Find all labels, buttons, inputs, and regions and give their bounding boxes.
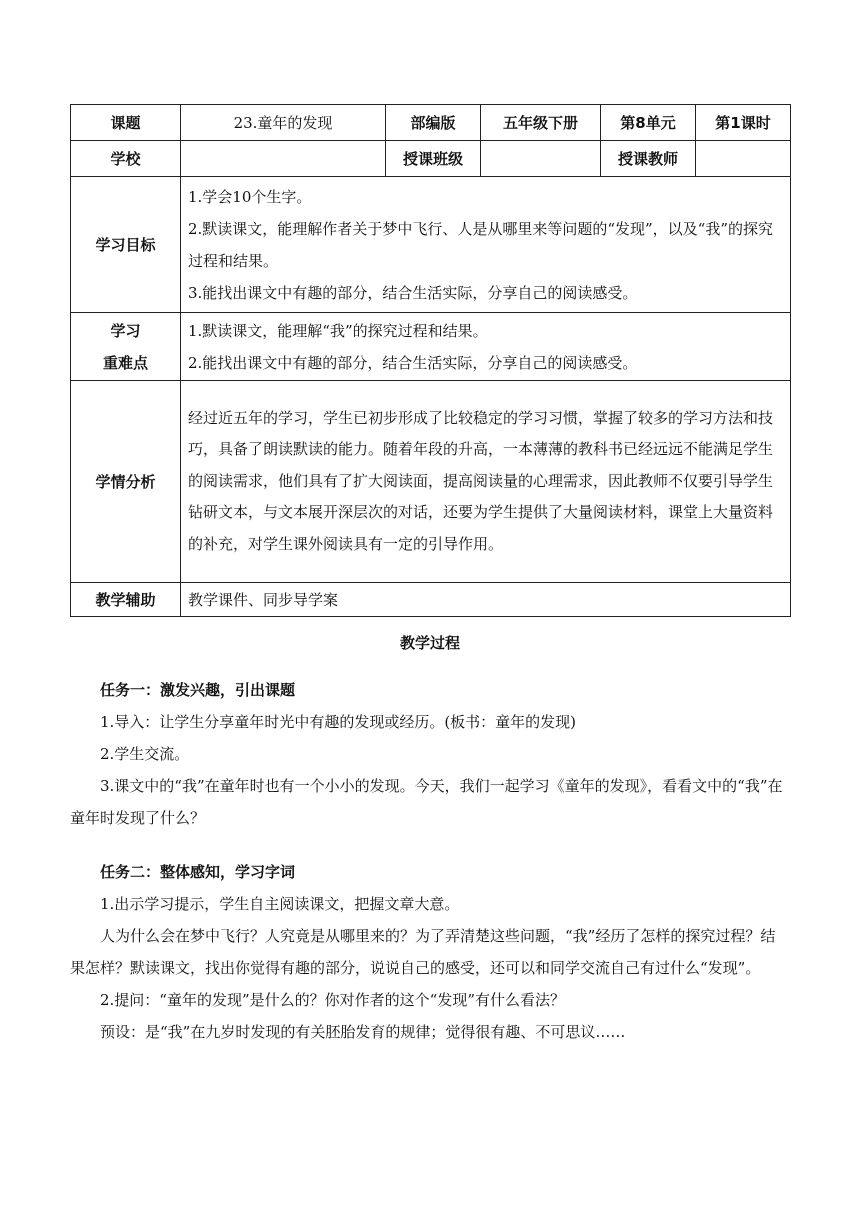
table-row-difficulties: [71, 313, 791, 381]
lesson-value: 第1课时: [696, 105, 791, 141]
task1-heading: 任务一：激发兴趣，引出课题: [100, 681, 296, 699]
edition-value: 部编版: [386, 105, 481, 141]
label-difficulties: [71, 313, 181, 381]
analysis-text: 经过近五年的学习，学生已初步形成了比较稳定的学习习惯，掌握了较多的学习方法和技巧，具备了朗读默读的能力。随着年段的升高，一本薄薄的教科书已经远远不能满足学生的阅读需求，他们具有了扩大阅读面，提高阅读量的心理需求，因此教师不仅要引导学生钻研文本，与文本展开深层次的对话，还要为学生提供了大量阅读材料，课堂上大量资料的补充，对学生课外阅读具有一定的引导作用。: [181, 381, 791, 583]
difficulty-item: 1.默读课文，能理解“我”的探究过程和结果。: [188, 321, 488, 340]
label-teacher: 授课教师: [601, 141, 696, 177]
label-analysis: 学情分析: [71, 381, 181, 583]
unit-value: 第8单元: [601, 105, 696, 141]
goal-item: 1.学会10个生字。: [188, 187, 312, 206]
task2-paragraph: 预设：是“我”在九岁时发现的有关胚胎发育的规律；觉得很有趣、不可思议……: [100, 1023, 626, 1041]
task2-section: [70, 856, 790, 1048]
label-class: 授课班级: [386, 141, 481, 177]
aids-text: 教学课件、同步导学案: [181, 583, 791, 617]
table-row-goals: [71, 177, 791, 313]
label-difficulties-line2: 重难点: [102, 353, 148, 372]
task2-paragraph: 2.提问：“童年的发现”是什么的？你对作者的这个“发现”有什么看法？: [100, 991, 565, 1009]
goal-item: 2.默读课文，能理解作者关于梦中飞行、人是从哪里来等问题的“发现”，以及“我”的探究过程和结果。: [188, 219, 773, 270]
table-row-analysis: [71, 381, 791, 583]
label-aids: 教学辅助: [71, 583, 181, 617]
table-row-aids: [71, 583, 791, 617]
task1-paragraph: 1.导入：让学生分享童年时光中有趣的发现或经历。(板书：童年的发现): [100, 713, 577, 731]
task1-section: [70, 674, 790, 834]
task1-paragraph: 2.学生交流。: [100, 745, 190, 763]
goals-content: [181, 177, 791, 313]
task2-paragraph: 1.出示学习提示，学生自主阅读课文，把握文章大意。: [100, 895, 460, 913]
goal-item: 3.能找出课文中有趣的部分，结合生活实际，分享自己的阅读感受。: [188, 283, 638, 302]
task1-paragraph: 3.课文中的“我”在童年时也有一个小小的发现。今天，我们一起学习《童年的发现》，看看文中的“我”在童年时发现了什么？: [70, 777, 783, 827]
label-difficulties-line1: 学习: [110, 321, 141, 340]
lesson-info-table: [70, 104, 791, 617]
task2-heading: 任务二：整体感知，学习字词: [100, 863, 296, 881]
section-title-process: 教学过程: [399, 634, 460, 652]
table-row-school: [71, 141, 791, 177]
topic-value: 23.童年的发现: [181, 105, 386, 141]
label-school: 学校: [71, 141, 181, 177]
table-row-topic: [71, 105, 791, 141]
label-topic: 课题: [71, 105, 181, 141]
difficulties-content: [181, 313, 791, 381]
class-value: [481, 141, 601, 177]
grade-value: 五年级下册: [481, 105, 601, 141]
teacher-value: [696, 141, 791, 177]
task2-paragraph: 人为什么会在梦中飞行？人究竟是从哪里来的？为了弄清楚这些问题，“我”经历了怎样的探究过程？结果怎样？默读课文，找出你觉得有趣的部分，说说自己的感受，还可以和同学交流自己有过什么“发现”。: [70, 927, 776, 977]
label-goals: 学习目标: [71, 177, 181, 313]
difficulty-item: 2.能找出课文中有趣的部分，结合生活实际，分享自己的阅读感受。: [188, 353, 638, 372]
school-value: [181, 141, 386, 177]
